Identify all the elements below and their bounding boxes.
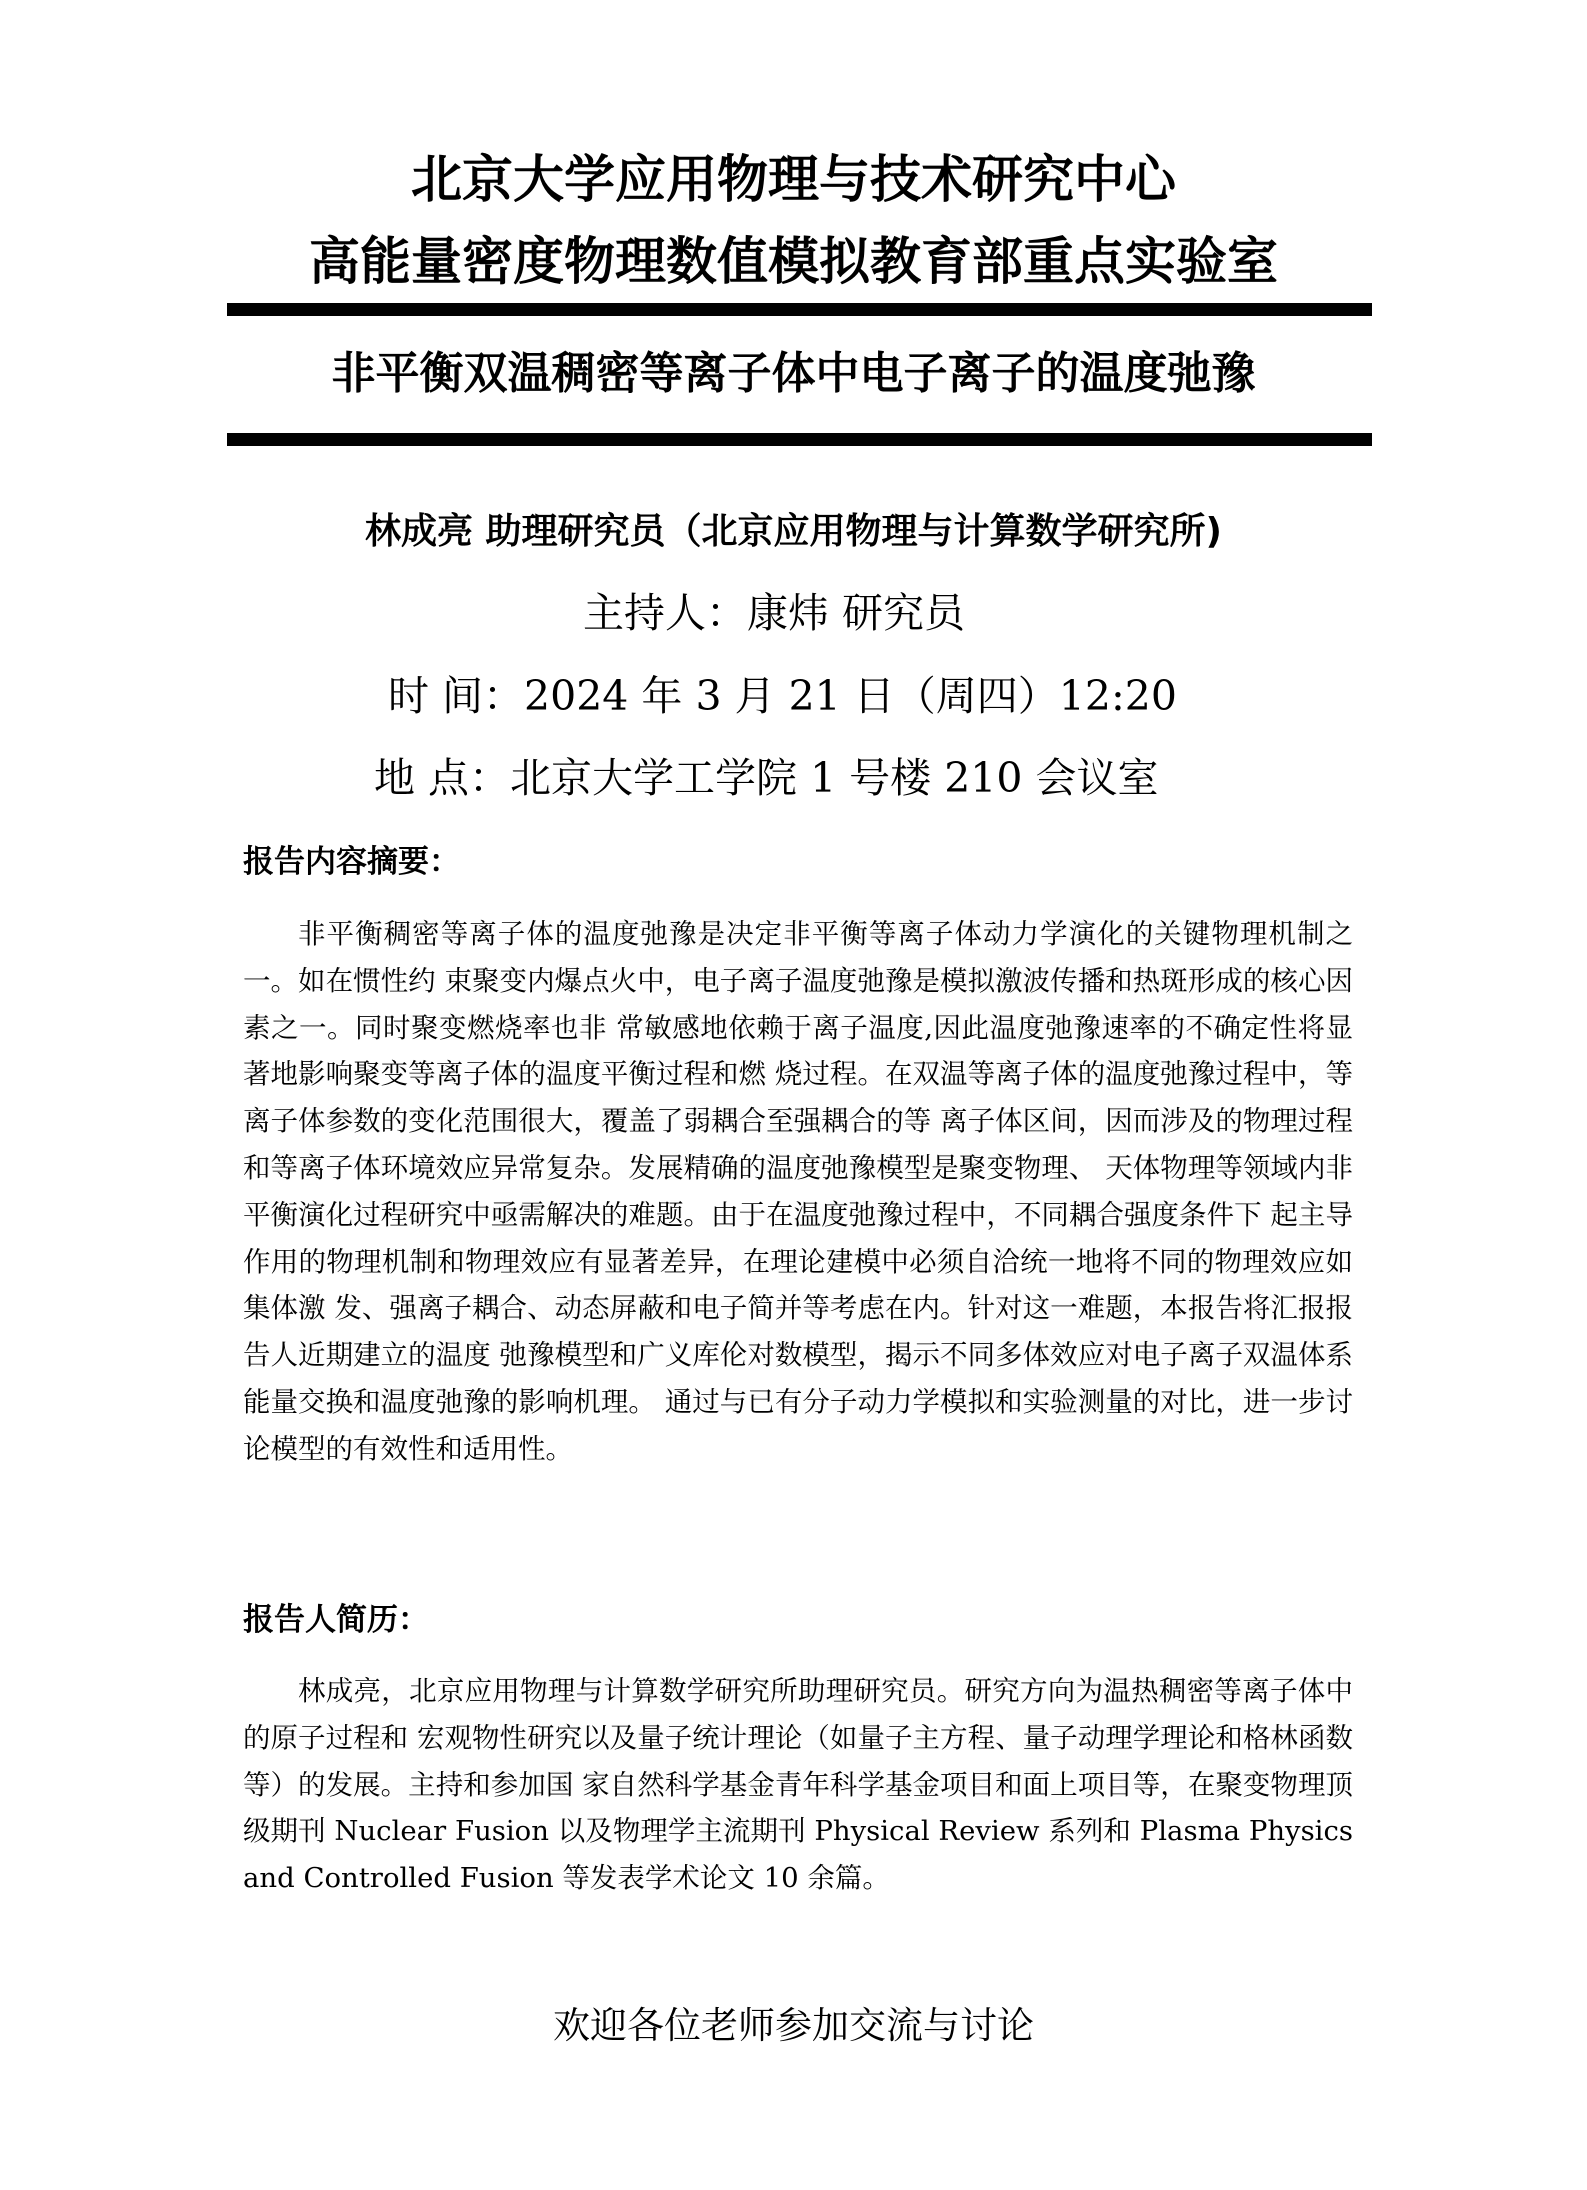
bio-text: 林成亮，北京应用物理与计算数学研究所助理研究员。研究方向为温热稠密等离子体中的原子过程和 宏观物性研究以及量子统计理论（如量子主方程、量子动理学理论和格林函数等）的发展。主持和参加国 家自然科学基金青年科学基金项目和面上项目等，在聚变物理顶级期刊 Nuclear Fusion 以及物理学主流期刊 Physical Review 系列和 Plasma Physics and Controlled Fusion 等发表学术论文 10 余篇。: [243, 1675, 1353, 1895]
bio-heading: 报告人简历：: [243, 1602, 429, 1638]
closing-line: 欢迎各位老师参加交流与讨论: [553, 2004, 1034, 2047]
location-line: 地 点：北京大学工学院 1 号楼 210 会议室: [374, 754, 1159, 802]
institution-line-2: 高能量密度物理数值模拟教育部重点实验室: [308, 233, 1278, 292]
abstract-heading: 报告内容摘要：: [243, 844, 460, 880]
top-divider: [227, 303, 1372, 316]
bottom-divider: [227, 433, 1372, 446]
host-line: 主持人：康炜 研究员: [583, 589, 966, 637]
talk-title: 非平衡双温稠密等离子体中电子离子的温度弛豫: [331, 348, 1256, 399]
time-line: 时 间：2024 年 3 月 21 日（周四）12:20: [388, 672, 1177, 720]
abstract-text: 非平衡稠密等离子体的温度弛豫是决定非平衡等离子体动力学演化的关键物理机制之一。如在惯性约 束聚变内爆点火中，电子离子温度弛豫是模拟激波传播和热斑形成的核心因素之一。同时聚变燃烧率也非 常敏感地依赖于离子温度,因此温度弛豫速率的不确定性将显著地影响聚变等离子体的温度平衡过程和燃 烧过程。在双温等离子体的温度弛豫过程中，等离子体参数的变化范围很大，覆盖了弱耦合至强耦合的等 离子体区间，因而涉及的物理过程和等离子体环境效应异常复杂。发展精确的温度弛豫模型是聚变物理、 天体物理等领域内非平衡演化过程研究中亟需解决的难题。由于在温度弛豫过程中，不同耦合强度条件下 起主导作用的物理机制和物理效应有显著差异，在理论建模中必须自洽统一地将不同的物理效应如集体激 发、强离子耦合、动态屏蔽和电子简并等考虑在内。针对这一难题，本报告将汇报报告人近期建立的温度 弛豫模型和广义库伦对数模型，揭示不同多体效应对电子离子双温体系能量交换和温度弛豫的影响机理。 通过与已有分子动力学模拟和实验测量的对比，进一步讨论模型的有效性和适用性。: [243, 918, 1353, 1465]
speaker-line: 林成亮 助理研究员（北京应用物理与计算数学研究所): [365, 511, 1222, 552]
institution-line-1: 北京大学应用物理与技术研究中心: [410, 151, 1176, 210]
